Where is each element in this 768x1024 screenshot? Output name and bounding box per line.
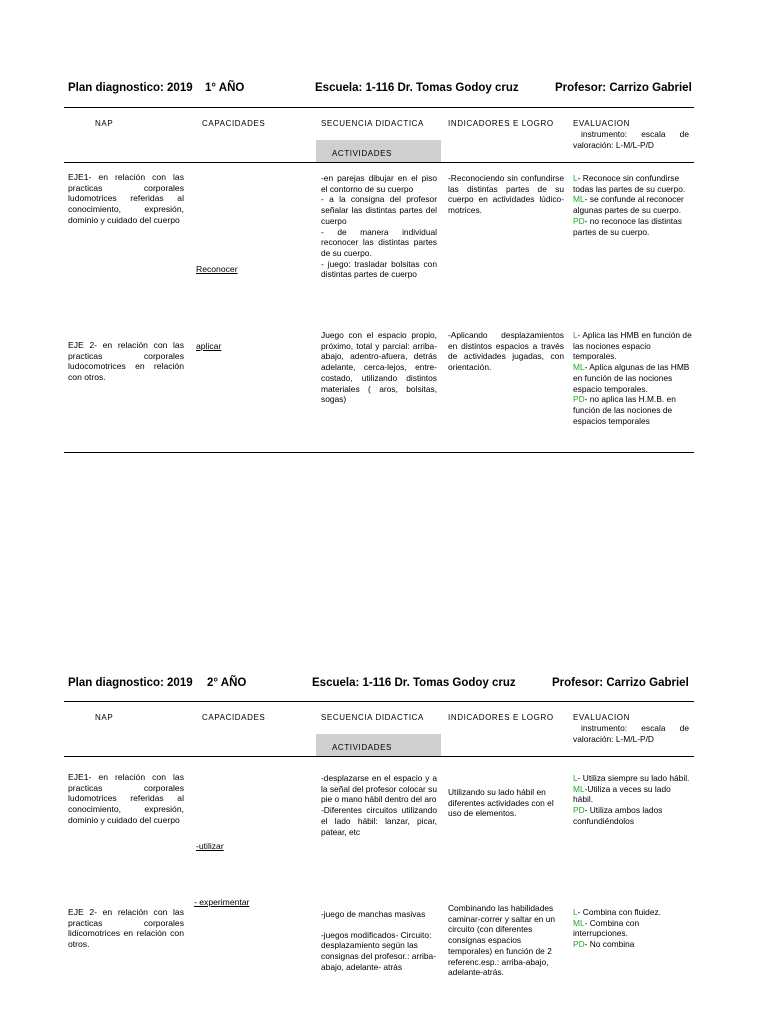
top-rule	[64, 701, 694, 702]
nap-cell: EJE 2- en relación con las practicas corporales lidicomotrices en relación con otros.	[68, 907, 184, 950]
level-code: ML	[573, 783, 585, 794]
secuencia-item: -juegos modificados- Circuito: desplazamiento según las consignas del profesor.: arriba-abajo, adelante- atrás	[321, 929, 436, 972]
level-text: - Reconoce sin confundirse todas las partes de su cuerpo.	[573, 173, 686, 194]
secuencia-item: - juego: trasladar bolsitas con distintas partes de cuerpo	[321, 258, 437, 280]
secuencia-item: Juego con el espacio propio, próximo, total y parcial: arriba-abajo, adentro-afuera, detrás adelante, cerca-lejos, entre-costado, utilizando distintos materiales ( aros, bolsitas, sogas)	[321, 330, 437, 405]
col-indicadores: INDICADORES E LOGRO	[448, 713, 554, 722]
actividades-box	[316, 734, 441, 756]
col-instrumento: instrumento: escala de valoración: L-M/L-P/D	[573, 129, 689, 150]
col-evaluacion: EVALUACION	[573, 713, 630, 722]
col-evaluacion: EVALUACION	[573, 119, 630, 128]
evaluacion-cell	[573, 907, 693, 950]
secuencia-cell	[321, 173, 437, 280]
indicador-cell: Combinando las habilidades caminar-correr y saltar en un circuito (con diferentes consignas espacios temporales) en función de 2 referenc.esp.: arriba-abajo, adelante-atrás.	[448, 903, 556, 978]
level-code: PD	[573, 215, 585, 226]
level-text: - Utiliza siempre su lado hábil.	[577, 773, 690, 783]
secuencia-item: -desplazarse en el espacio y a la señal del profesor colocar su pie o mano hábil dentro del aro	[321, 773, 437, 805]
col-indicadores: INDICADORES E LOGRO	[448, 119, 554, 128]
indicador-cell: -Aplicando desplazamientos en distintos espacios a través de actividades jugadas, con orientación.	[448, 330, 564, 373]
secuencia-cell	[321, 909, 437, 973]
year-label: 2° AÑO	[207, 677, 247, 689]
nap-cell: EJE1- en relación con las practicas corporales ludomotrices referidas al conocimiento, expresión, dominio y cuidado del cuerpo	[68, 772, 184, 825]
indicador-cell: Utilizando su lado hábil en diferentes actividades con el uso de elementos.	[448, 787, 554, 819]
level-code: L	[573, 173, 578, 183]
secuencia-item: -en parejas dibujar en el piso el contorno de su cuerpo	[321, 173, 437, 194]
header-rule	[64, 756, 694, 757]
capacidad-cell: - experimentar	[194, 897, 250, 907]
col-capacidades: CAPACIDADES	[202, 713, 266, 722]
capacidad-cell: aplicar	[196, 341, 222, 351]
nap-cell: EJE1- en relación con las practicas corporales ludomotrices referidas al conocimiento, expresión, dominio y cuidado del cuerpo	[68, 172, 184, 225]
secuencia-cell	[321, 330, 437, 405]
level-text: - No combina	[584, 939, 635, 950]
level-text: - no aplica las H.M.B. en función de las nociones de espacios temporales	[573, 394, 676, 426]
level-code: ML	[573, 917, 585, 928]
top-rule	[64, 107, 694, 108]
evaluacion-cell	[573, 173, 693, 237]
level-code: PD	[573, 939, 585, 950]
level-text: - Combina con interrupciones.	[573, 917, 640, 939]
header-rule	[64, 162, 694, 163]
evaluacion-cell	[573, 773, 693, 827]
secuencia-item: -Diferentes circuitos utilizando el lado hábil: lanzar, picar, patear, etc	[321, 805, 437, 837]
evaluacion-cell	[573, 330, 693, 426]
col-nap: NAP	[95, 119, 114, 128]
level-text: - Aplica las HMB en función de las nociones espacio temporales.	[573, 330, 692, 362]
level-code: ML	[573, 362, 585, 373]
level-code: L	[573, 773, 578, 783]
capacidad-cell: -utilizar	[196, 841, 224, 851]
col-capacidades: CAPACIDADES	[202, 119, 266, 128]
level-text: - Combina con fluidez.	[577, 907, 661, 917]
level-text: - se confunde al reconocer algunas partes de su cuerpo.	[573, 194, 684, 216]
capacidad-cell: Reconocer	[196, 264, 238, 274]
indicador-cell: -Reconociendo sin confundirse las distintas partes de su cuerpo en actividades lúdico-motrices.	[448, 173, 564, 216]
col-instrumento: instrumento: escala de valoración: L-M/L-P/D	[573, 723, 689, 744]
level-text: - no reconoce las distintas partes de su cuerpo.	[573, 215, 682, 237]
plan-label: Plan diagnostico: 2019	[68, 677, 193, 689]
col-actividades: ACTIVIDADES	[332, 743, 392, 752]
school-label: Escuela: 1-116 Dr. Tomas Godoy cruz	[315, 82, 519, 94]
teacher-label: Profesor: Carrizo Gabriel	[555, 82, 692, 94]
level-code: L	[573, 330, 578, 340]
col-secuencia: SECUENCIA DIDACTICA	[321, 713, 424, 722]
secuencia-cell	[321, 773, 437, 837]
level-code: PD	[573, 805, 585, 816]
level-text: - Utiliza ambos lados confundiéndolos	[573, 805, 663, 826]
bottom-rule	[64, 452, 694, 453]
secuencia-item: -juego de manchas masivas	[321, 909, 426, 919]
nap-cell: EJE 2- en relación con las practicas corporales ludocomotrices en relación con otros.	[68, 340, 184, 383]
secuencia-item: - de manera individual reconocer las distintas partes de su cuerpo.	[321, 226, 437, 258]
secuencia-item: - a la consigna del profesor señalar las distintas partes del cuerpo	[321, 194, 437, 226]
level-code: PD	[573, 394, 585, 405]
col-nap: NAP	[95, 713, 114, 722]
col-secuencia: SECUENCIA DIDACTICA	[321, 119, 424, 128]
plan-label: Plan diagnostico: 2019	[68, 82, 193, 94]
school-label: Escuela: 1-116 Dr. Tomas Godoy cruz	[312, 677, 516, 689]
year-label: 1° AÑO	[205, 82, 245, 94]
actividades-box	[316, 140, 441, 162]
level-code: L	[573, 907, 578, 917]
level-text: - Aplica algunas de las HMB en función de las nociones espacio temporales.	[573, 362, 690, 394]
teacher-label: Profesor: Carrizo Gabriel	[552, 677, 689, 689]
level-text: -Utiliza a veces su lado hábil.	[573, 783, 671, 805]
col-actividades: ACTIVIDADES	[332, 149, 392, 158]
level-code: ML	[573, 194, 585, 205]
